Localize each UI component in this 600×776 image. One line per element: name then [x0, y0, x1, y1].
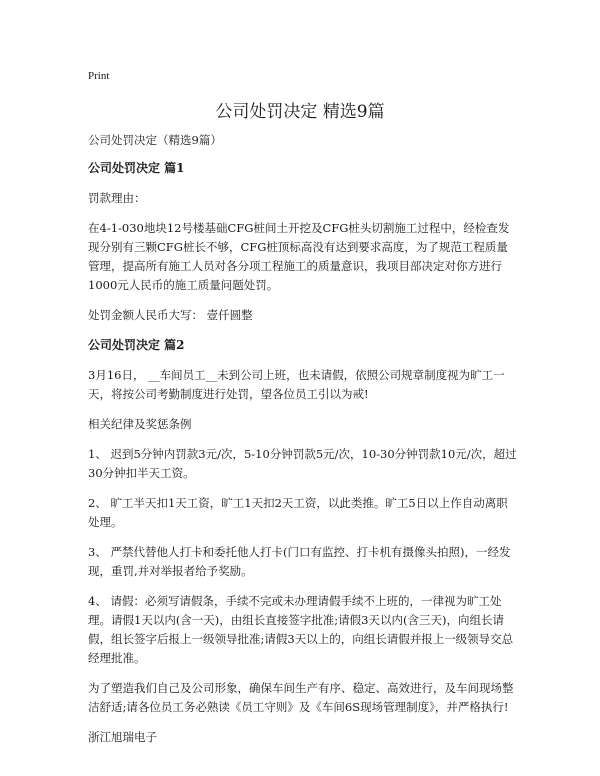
rule-item: 3、 严禁代替他人打卡和委托他人打卡(门口有监控、打卡机有摄像头拍照)，一经发现，重罚,并对举报者给予奖励。	[88, 545, 511, 578]
section-2-closing: 为了塑造我们自己及公司形象，确保车间生产有序、稳定、高效进行，及车间现场整洁舒适;请各位员工务必熟读《员工守则》及《车间6S现场管理制度》，并严格执行!	[88, 681, 514, 714]
section-2-rules-title: 相关纪律及奖惩条例	[88, 417, 192, 431]
rule-item: 4、 请假：必须写请假条，手续不完或未办理请假手续不上班的，一律视为旷工处理。请假1天以内(含一天)，由组长直接签字批准;请假3天以内(含三天)，向组长请假，组长签字后报上一级领导批准;请假3天以上的，向组长请假并报上一级领导交总经理批准。	[88, 594, 514, 665]
rule-item: 2、 旷工半天扣1天工资，旷工1天扣2天工资，以此类推。旷工5日以上作自动离职处理。	[88, 496, 508, 529]
section-1-reason-label: 罚款理由：	[88, 191, 146, 205]
section-1-body: 在4-1-030地块12号楼基础CFG桩间土开挖及CFG桩头切割施工过程中，经检查发现分别有三颗CFG桩长不够，CFG桩顶标高没有达到要求高度，为了规范工程质量管理，提高所有施工人员对各分项工程施工的质量意识，我项目部决定对你方进行1000元人民币的施工质量问题处罚。	[88, 221, 510, 292]
document-body	[88, 131, 518, 758]
print-label: Print	[88, 70, 110, 82]
rule-item: 1、 迟到5分钟内罚款3元/次，5-10分钟罚款5元/次，10-30分钟罚款10元/次，超过30分钟扣半天工资。	[88, 447, 517, 480]
section-2-heading: 公司处罚决定 篇2	[88, 338, 185, 352]
document-subtitle: 公司处罚决定（精选9篇）	[88, 133, 222, 147]
section-2-intro: 3月16日， __车间员工__未到公司上班，也未请假，依照公司规章制度视为旷工一天，将按公司考勤制度进行处罚，望各位员工引以为戒!	[88, 368, 505, 401]
section-1-amount: 处罚金额人民币大写： 壹仟圆整	[88, 308, 253, 322]
page-title: 公司处罚决定 精选9篇	[215, 102, 385, 122]
signature: 浙江旭瑞电子	[88, 730, 157, 744]
section-1-heading: 公司处罚决定 篇1	[88, 161, 185, 175]
